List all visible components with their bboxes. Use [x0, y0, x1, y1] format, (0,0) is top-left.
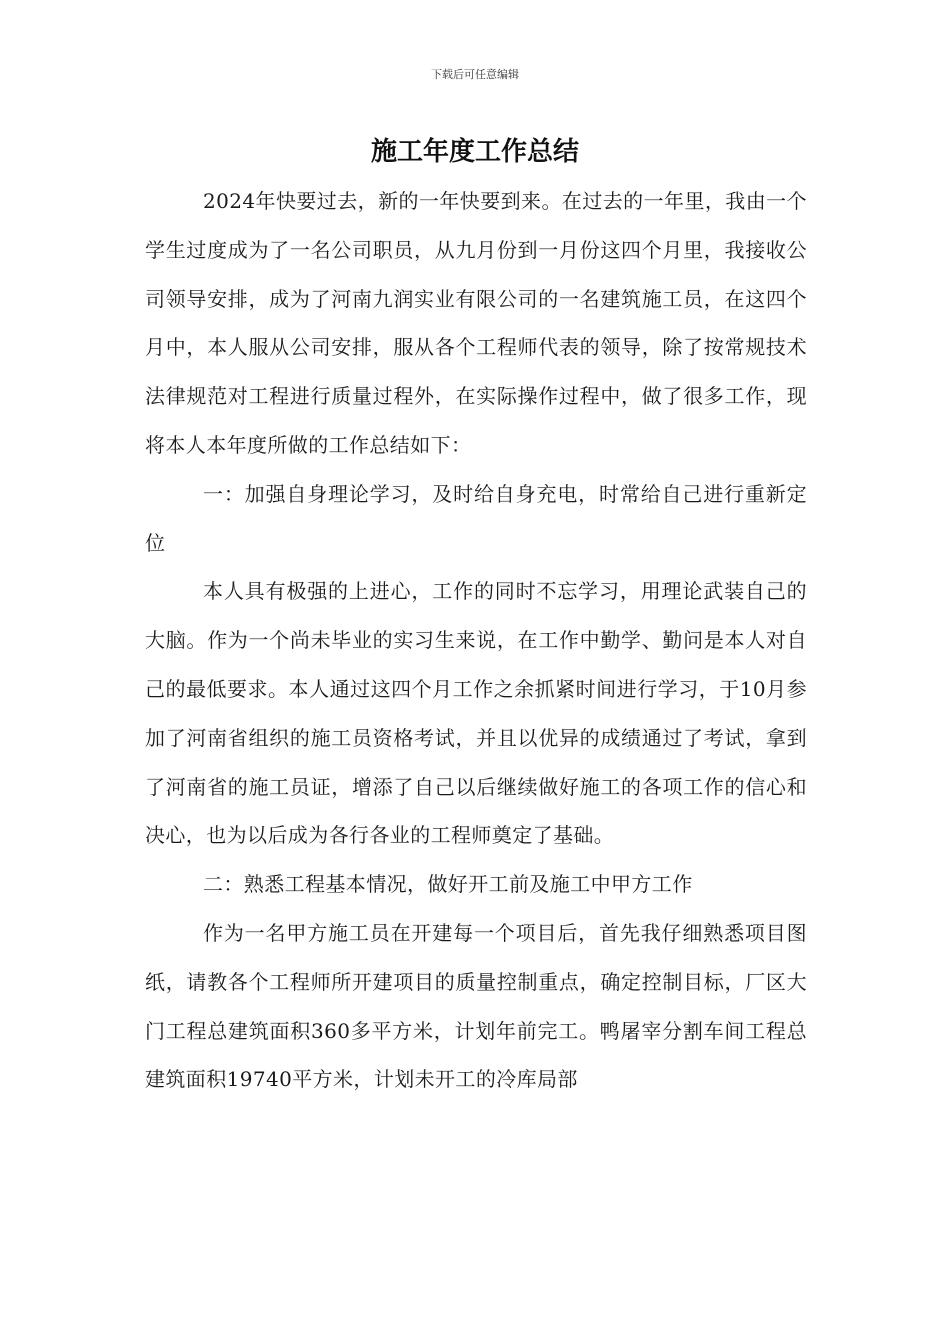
paragraph-section-2: 作为一名甲方施工员在开建每一个项目后，首先我仔细熟悉项目图纸，请教各个工程师所开建项目的质量控制重点，确定控制目标，厂区大门工程总建筑面积360多平方米，计划年前完工。鸭屠宰分割车间工程总建筑面积19740平方米，计划未开工的冷库局部 — [145, 920, 807, 1092]
section-heading-1: 一：加强自身理论学习，及时给自身充电，时常给自己进行重新定位 — [145, 481, 807, 555]
document-body — [145, 177, 807, 1104]
paragraph-section-1: 本人具有极强的上进心，工作的同时不忘学习，用理论武装自己的大脑。作为一个尚未毕业的实习生来说，在工作中勤学、勤问是本人对自己的最低要求。本人通过这四个月工作之余抓紧时间进行学习，于10月参加了河南省组织的施工员资格考试，并且以优异的成绩通过了考试，拿到了河南省的施工员证，增添了自己以后继续做好施工的各项工作的信心和决心，也为以后成为各行各业的工程师奠定了基础。 — [145, 579, 807, 848]
section-heading-2: 二：熟悉工程基本情况，做好开工前及施工中甲方工作 — [203, 872, 693, 897]
header-note: 下载后可任意编辑 — [431, 68, 519, 81]
document-title: 施工年度工作总结 — [370, 137, 579, 167]
paragraph-intro: 2024年快要过去，新的一年快要到来。在过去的一年里，我由一个学生过度成为了一名公司职员，从九月份到一月份这四个月里，我接收公司领导安排，成为了河南九润实业有限公司的一名建筑施工员，在这四个月中，本人服从公司安排，服从各个工程师代表的领导，除了按常规技术法律规范对工程进行质量过程外，在实际操作过程中，做了很多工作，现将本人本年度所做的工作总结如下： — [145, 189, 807, 457]
